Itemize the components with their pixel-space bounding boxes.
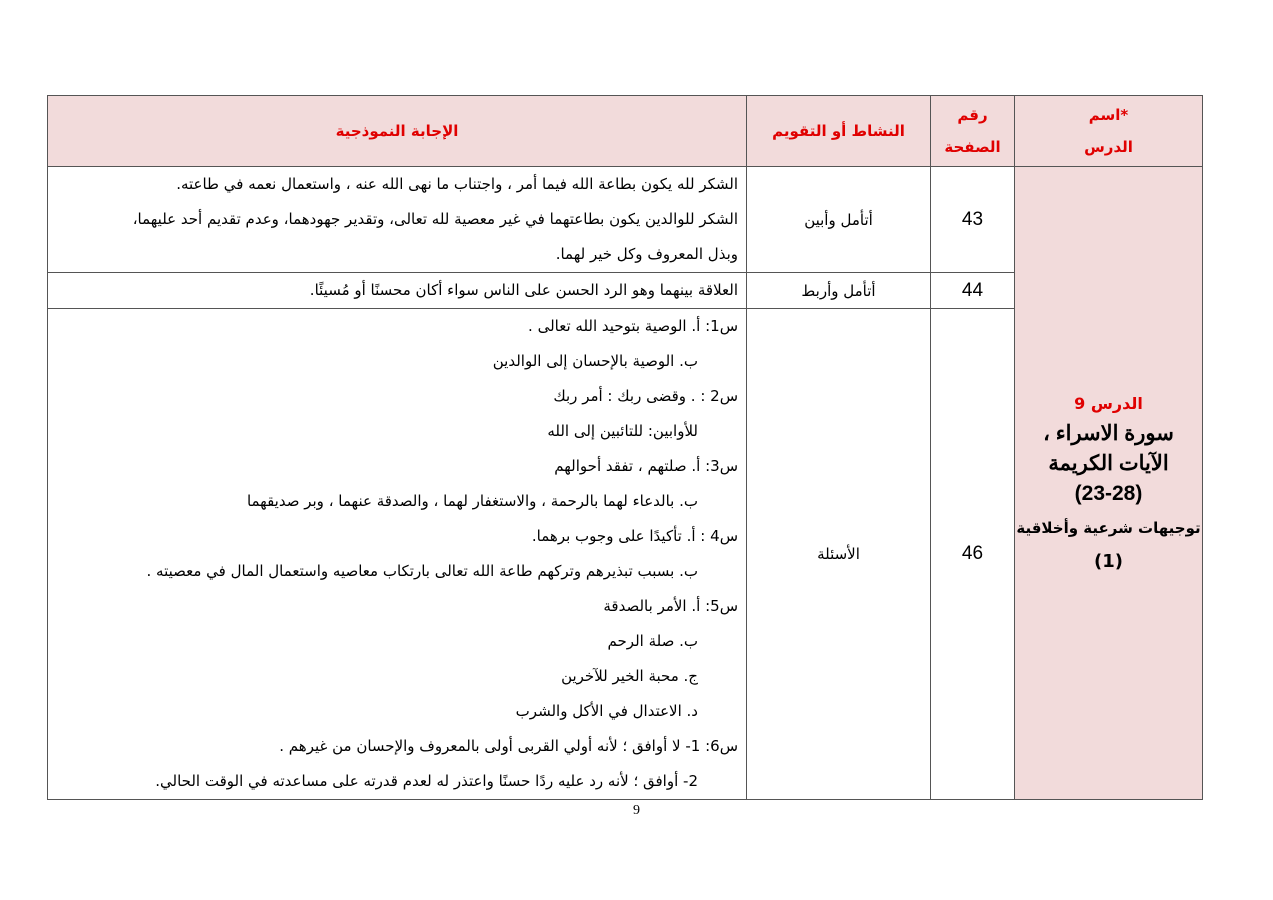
lesson-table — [47, 95, 1203, 800]
answer-line: الشكر للوالدين يكون بطاعتهما في غير معصية لله تعالى، وتقدير جهودهما، وعدم تقديم أحد عليهما، — [132, 210, 738, 228]
header-lesson-name: *اسم الدرس — [1015, 96, 1203, 167]
lesson-number: الدرس 9 — [1074, 394, 1143, 413]
answer-line: س4 : أ. تأكيدًا على وجوب برهما. — [531, 527, 738, 545]
page-cell: 43 — [931, 167, 1015, 273]
answer-line: س2 : . وقضى ربك : أمر ربك — [553, 387, 738, 405]
answer-line: وبذل المعروف وكل خير لهما. — [555, 245, 738, 263]
lesson-verses: (23-28) — [1074, 482, 1143, 505]
answer-line: ب. الوصية بالإحسان إلى الوالدين — [492, 352, 698, 370]
answer-line: العلاقة بينهما وهو الرد الحسن على الناس سواء أكان محسنًا أو مُسيئًا. — [309, 281, 738, 299]
table-row — [48, 167, 1203, 273]
lesson-info-cell — [1015, 167, 1203, 800]
answer-cell — [48, 309, 747, 800]
header-page-number: رقم الصفحة — [931, 96, 1015, 167]
answer-line: ب. بالدعاء لهما بالرحمة ، والاستغفار لهما ، والصدقة عنهما ، وبر صديقهما — [246, 492, 698, 510]
answer-line: س3: أ. صلتهم ، تفقد أحوالهم — [554, 457, 738, 475]
page-number: 9 — [633, 803, 640, 818]
answer-line: 2- أوافق ؛ لأنه رد عليه ردًا حسنًا واعتذر له لعدم قدرته على مساعدته في الوقت الحالي. — [155, 772, 698, 790]
lesson-title-line2: الآيات الكريمة — [1048, 452, 1169, 475]
answer-cell — [48, 273, 747, 309]
answer-line: ب. صلة الرحم — [607, 632, 698, 650]
page-cell: 44 — [931, 273, 1015, 309]
header-model-answer: الإجابة النموذجية — [48, 96, 747, 167]
page-cell: 46 — [931, 309, 1015, 800]
answer-line: الشكر لله يكون بطاعة الله فيما أمر ، واجتناب ما نهى الله عنه ، واستعمال نعمه في طاعته. — [176, 175, 738, 193]
answer-line: ب. بسبب تبذيرهم وتركهم طاعة الله تعالى بارتكاب معاصيه واستعمال المال في معصيته . — [146, 562, 698, 580]
answer-line: س5: أ. الأمر بالصدقة — [603, 597, 738, 615]
answer-line: ج. محبة الخير للآخرين — [561, 667, 698, 685]
lesson-title-line1: سورة الاسراء ، — [1043, 422, 1174, 445]
answer-line: للأوابين: للتائبين إلى الله — [547, 422, 698, 440]
answer-line: د. الاعتدال في الأكل والشرب — [515, 702, 698, 720]
header-activity: النشاط أو التقويم — [747, 96, 931, 167]
answer-line: س1: أ. الوصية بتوحيد الله تعالى . — [528, 317, 738, 335]
lesson-part: (1) — [1094, 551, 1123, 572]
answer-cell — [48, 167, 747, 273]
table-header-row — [48, 96, 1203, 167]
lesson-subtitle: توجيهات شرعية وأخلاقية — [1016, 519, 1201, 537]
activity-cell: الأسئلة — [747, 309, 931, 800]
activity-cell: أتأمل وأبين — [747, 167, 931, 273]
answer-line: س6: 1- لا أوافق ؛ لأنه أولي القربى أولى بالمعروف والإحسان من غيرهم . — [279, 737, 738, 755]
activity-cell: أتأمل وأربط — [747, 273, 931, 309]
